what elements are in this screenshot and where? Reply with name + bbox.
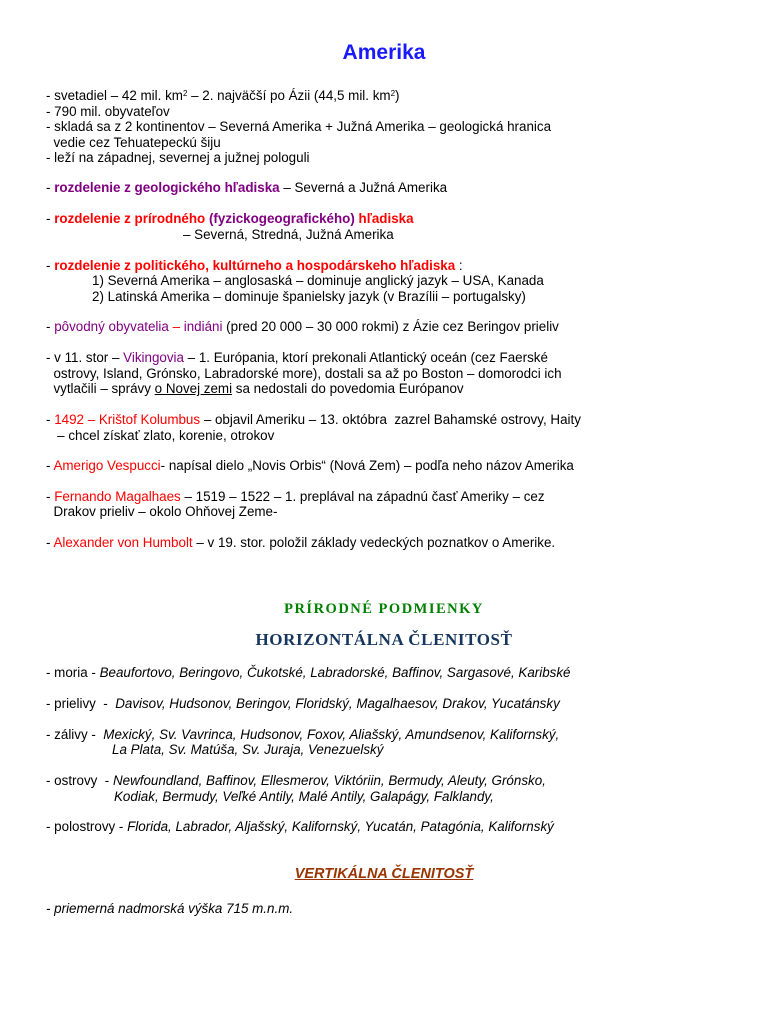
political-division-colon: :	[455, 258, 463, 273]
columbus-name: 1492 – Krištof Kolumbus	[54, 412, 201, 427]
vikings-line-2: ostrovy, Island, Grónsko, Labradorské more), dostali sa až po Boston – domorodci ich	[46, 366, 562, 381]
dash: -	[46, 258, 55, 273]
islands-line-2: Kodiak, Bermudy, Veľké Antily, Malé Antily, Galapágy, Falklandy,	[114, 789, 494, 804]
nature-division-label-paren: (fyzickogeografického)	[208, 211, 355, 226]
native-label: pôvodný obyvatelia	[54, 319, 169, 334]
columbus-line-2: – chcel získať zlato, korenie, otrokov	[46, 428, 275, 443]
vikings-line-3	[46, 381, 464, 397]
intro-line-population: - 790 mil. obyvateľov	[46, 104, 170, 119]
magalhaes-line-1	[46, 489, 545, 505]
peninsulas-items: Florida, Labrador, Aljašský, Kalifornský, Yucatán, Patagónia, Kalifornský	[127, 819, 554, 834]
average-altitude: - priemerná nadmorská výška 715 m.n.m.	[46, 901, 294, 916]
heading-vertical-division: VERTIKÁLNA ČLENITOSŤ	[294, 866, 474, 882]
vikings-line-1	[46, 350, 548, 366]
area-text-3: )	[395, 88, 400, 103]
native-indians: indiáni	[183, 319, 223, 334]
nature-division-text: – Severná, Stredná, Južná Amerika	[183, 227, 394, 242]
magalhaes-name: Fernando Magalhaes	[54, 489, 181, 504]
columbus-text: – objavil Ameriku – 13. októbra zazrel Bahamské ostrovy, Haity	[200, 412, 581, 427]
humbolt-text: – v 19. stor. položil základy vedeckých poznatkov o Amerike.	[192, 535, 556, 550]
native-inhabitants	[46, 319, 559, 335]
straits-items: Davisov, Hudsonov, Beringov, Floridský, Magalhaesov, Drakov, Yucatánsky	[115, 696, 560, 711]
new-land-underlined: o Novej zemi	[154, 381, 233, 396]
heading-natural-conditions: PRÍRODNÉ PODMIENKY	[284, 601, 484, 617]
nature-division-label: rozdelenie z prírodného	[54, 211, 209, 226]
straits-line	[46, 696, 560, 712]
humbolt-line	[46, 535, 555, 551]
dash: -	[46, 489, 55, 504]
area-text-2: – 2. najväčší po Ázii (44,5 mil. km	[187, 88, 391, 103]
vikings-text: – 1. Európania, ktorí prekonali Atlantický oceán (cez Faerské	[183, 350, 548, 365]
superscript-2: 2	[390, 89, 396, 98]
dash: -	[46, 180, 55, 195]
seas-label: - moria -	[46, 665, 100, 680]
geo-division-text: – Severná a Južná Amerika	[279, 180, 448, 195]
vikings-name: Vikingovia	[123, 350, 184, 365]
native-dash: –	[168, 319, 184, 334]
intro-line-continents-cont: vedie cez Tehuatepeckú šiju	[46, 135, 221, 150]
dash: -	[46, 458, 54, 473]
political-division	[46, 258, 463, 274]
islands-label: - ostrovy -	[46, 773, 113, 788]
vikings-prefix: - v 11. stor –	[46, 350, 124, 365]
bays-line-1	[46, 727, 559, 743]
vespucci-name: Amerigo Vespucci	[53, 458, 161, 473]
magalhaes-text: – 1519 – 1522 – 1. preplával na západnú časť Ameriky – cez	[180, 489, 545, 504]
peninsulas-line	[46, 819, 554, 835]
seas-line	[46, 665, 571, 681]
vikings-text-3c: sa nedostali do povedomia Európanov	[232, 381, 464, 396]
vespucci-text: - napísal dielo „Novis Orbis“ (Nová Zem) – podľa neho názov Amerika	[160, 458, 574, 473]
nature-division	[46, 211, 414, 227]
superscript: 2	[182, 89, 188, 98]
seas-items: Beaufortovo, Beringovo, Čukotské, Labradorské, Baffinov, Sargasové, Karibské	[99, 665, 571, 680]
vikings-text-3a: vytlačili – správy	[46, 381, 155, 396]
dash: -	[46, 535, 54, 550]
geo-division-label: rozdelenie z geologického hľadiska	[54, 180, 280, 195]
dash: -	[46, 211, 55, 226]
heading-horizontal-division: HORIZONTÁLNA ČLENITOSŤ	[255, 630, 513, 649]
islands-line-1	[46, 773, 546, 789]
intro-line-continents: - skladá sa z 2 kontinentov – Severná Amerika + Južná Amerika – geologická hranica	[46, 119, 552, 134]
magalhaes-line-2: Drakov prieliv – okolo Ohňovej Zeme-	[46, 504, 278, 519]
dash: -	[46, 319, 55, 334]
nature-division-label-end: hľadiska	[354, 211, 414, 226]
bays-line-2: La Plata, Sv. Matúša, Sv. Juraja, Venezuelský	[112, 742, 384, 757]
native-text: (pred 20 000 – 30 000 rokmi) z Ázie cez Beringov prieliv	[222, 319, 559, 334]
islands-items: Newfoundland, Baffinov, Ellesmerov, Viktóriin, Bermudy, Aleuty, Grónsko,	[112, 773, 546, 788]
political-item-1: 1) Severná Amerika – anglosaská – dominuje anglický jazyk – USA, Kanada	[92, 273, 544, 288]
political-division-label: rozdelenie z politického, kultúrneho a hospodárskeho hľadiska	[54, 258, 456, 273]
columbus-line-1	[46, 412, 581, 428]
bays-label: - zálivy -	[46, 727, 104, 742]
intro-line-hemispheres: - leží na západnej, severnej a južnej pologuli	[46, 150, 310, 165]
intro-line-area	[46, 88, 399, 104]
peninsulas-label: - polostrovy -	[46, 819, 128, 834]
area-text: - svetadiel – 42 mil. km	[46, 88, 183, 103]
humbolt-name: Alexander von Humbolt	[53, 535, 193, 550]
dash: -	[46, 412, 55, 427]
page-title: Amerika	[342, 41, 426, 64]
straits-label: - prielivy -	[46, 696, 116, 711]
geo-division	[46, 180, 447, 196]
political-item-2: 2) Latinská Amerika – dominuje španielsky jazyk (v Brazílii – portugalsky)	[92, 289, 526, 304]
vespucci-line	[46, 458, 574, 474]
bays-items: Mexický, Sv. Vavrinca, Hudsonov, Foxov, Aliašský, Amundsenov, Kalifornský,	[103, 727, 560, 742]
